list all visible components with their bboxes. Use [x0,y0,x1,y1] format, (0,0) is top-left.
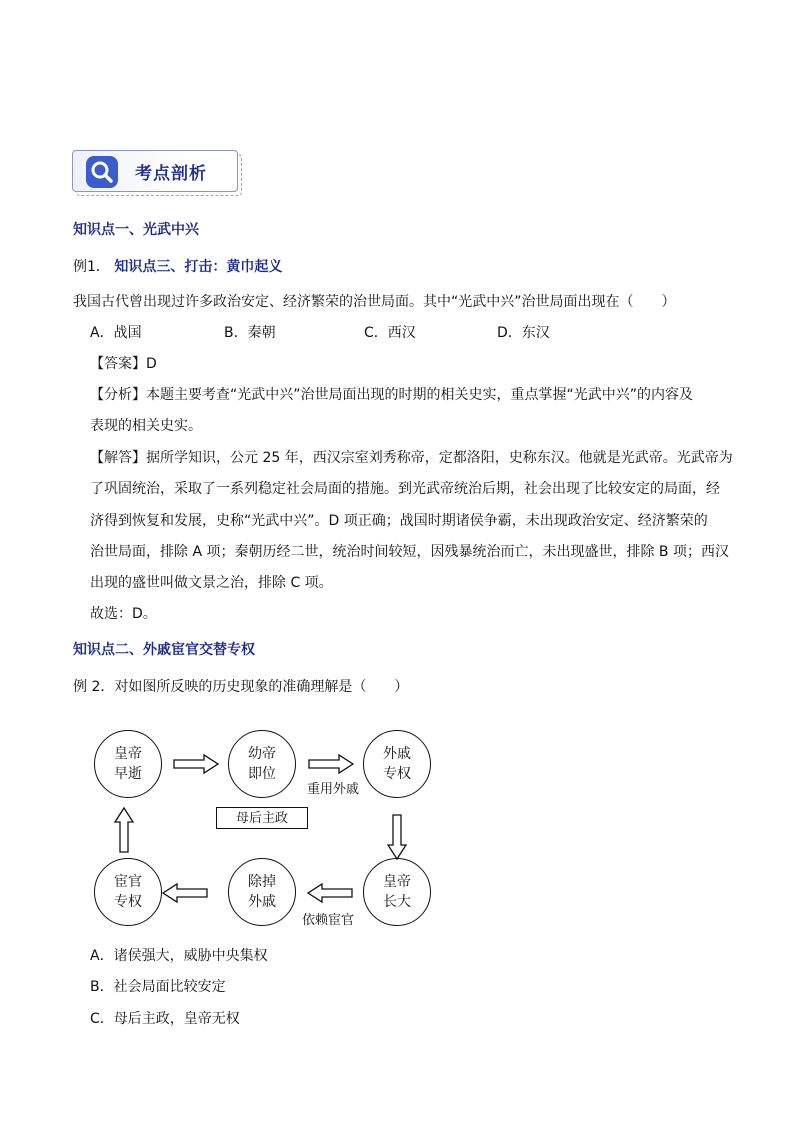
solution-line-1: 【解答】据所学知识，公元 25 年，西汉宗室刘秀称帝，定都洛阳，史称东汉。他就是光武帝。光武帝为 [90,450,733,466]
node-text: 即位 [248,766,276,782]
option-d: D．东汉 [497,325,550,341]
node-text: 专权 [383,766,411,782]
search-icon [85,155,119,189]
analysis-line-1: 【分析】本题主要考查“光武中兴”治世局面出现的时期的相关史实，重点掌握“光武中兴”的内容及 [90,387,694,403]
node-text: 除掉 [248,874,276,890]
arrow-down [388,815,406,859]
node-eunuch-power [94,858,162,926]
node-text: 早逝 [114,766,142,782]
node-remove-relatives [228,858,296,926]
node-young-emperor [228,730,296,798]
arrow-right-2 [309,755,353,773]
example-label: 例 [73,259,87,275]
conclusion-text: 故选：D。 [90,606,157,622]
knowledge-point-heading-2: 知识点二、外戚宦官交替专权 [73,642,255,658]
solution-line-2: 了巩固统治，采取了一系列稳定社会局面的措施。到光武帝统治后期，社会出现了比较安定的局面，经 [90,481,720,497]
node-text: 幼帝 [248,746,276,762]
arrow-up [115,808,133,852]
option-c: C．西汉 [364,325,416,341]
option-a: A．战国 [90,325,142,341]
node-relatives-power [363,730,431,798]
example-2-option-c: C．母后主政，皇帝无权 [90,1011,240,1027]
section-banner [72,150,242,196]
node-text: 长大 [383,894,411,910]
example-number: 1． [87,259,110,275]
example-2-label: 例 2 [73,679,101,695]
example-1-question: 我国古代曾出现过许多政治安定、经济繁荣的治世局面。其中“光武中兴”治世局面出现在（ ） [73,294,676,310]
label-empress-regency: 母后主政 [216,807,308,829]
banner-title: 考点剖析 [135,164,207,184]
example-2-question-line [73,677,408,697]
example-2-option-b: B．社会局面比较安定 [90,979,226,995]
solution-line-3: 济得到恢复和发展，史称“光武中兴”。D 项正确；战国时期诸侯争霸，未出现政治安定、经济繁荣的 [90,513,708,529]
solution-line-5: 出现的盛世叫做文景之治，排除 C 项。 [90,575,333,591]
arrow-left-1 [308,884,352,902]
analysis-line-2: 表现的相关史实。 [90,418,202,434]
node-text: 外戚 [383,746,411,762]
example-2-question: ．对如图所反映的历史现象的准确理解是（ ） [100,679,409,695]
example-1-topic: 知识点三、打击：黄巾起义 [114,259,283,275]
banner-box [72,150,238,192]
node-text: 皇帝 [383,874,411,890]
arrow-right-1 [174,755,218,773]
example-2-option-a: A．诸侯强大，威胁中央集权 [90,948,268,964]
answer-text: 【答案】D [90,356,157,372]
node-emperor-grown [363,858,431,926]
knowledge-point-heading-1: 知识点一、光武中兴 [73,222,199,238]
solution-line-4: 治世局面，排除 A 项；秦朝历经二世，统治时间较短，因残暴统治而亡，未出现盛世，排除 B 项；西汉 [90,544,729,560]
label-rely-eunuchs: 依赖宦官 [302,913,355,928]
node-text: 皇帝 [114,746,142,762]
node-text: 外戚 [248,894,276,910]
node-emperor-early-death [94,730,162,798]
option-b: B．秦朝 [224,325,276,341]
node-text: 专权 [114,894,142,910]
node-text: 宦官 [114,874,142,890]
label-reuse-relatives: 重用外戚 [307,782,360,797]
example-1-header [73,257,282,277]
arrow-left-2 [163,884,207,902]
